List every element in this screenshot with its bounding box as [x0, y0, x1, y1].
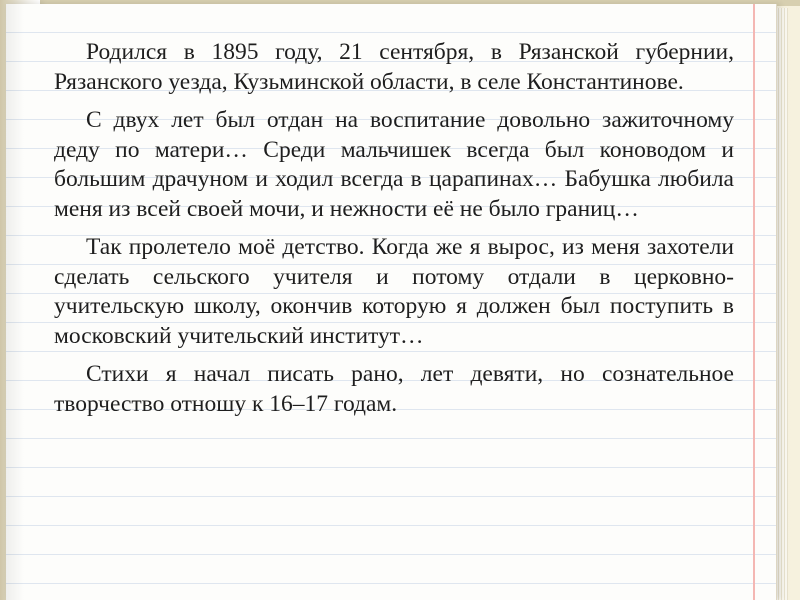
biography-text — [54, 38, 734, 428]
paragraph-childhood: С двух лет был отдан на воспитание довольно зажиточному деду по матери… Среди мальчишек всегда был коноводом и большим драчуном и ходил всегда в царапинах… Бабушка любила меня из всей своей мочи, и нежности её не было границ… — [54, 107, 734, 222]
paragraph-education: Так пролетело моё детство. Когда же я вырос, из меня захотели сделать сельского учителя и потому отдали в церковно-учительскую школу, окончив которую я должен был поступить в московский учительский институт… — [54, 234, 734, 349]
paragraph-poetry: Стихи я начал писать рано, лет девяти, но сознательное творчество отношу к 16–17 годам. — [54, 361, 734, 417]
stacked-page-edges — [776, 8, 788, 600]
paragraph-birth: Родился в 1895 году, 21 сентября, в Рязанской губернии, Рязанского уезда, Кузьминской области, в селе Константинове. — [54, 39, 734, 95]
